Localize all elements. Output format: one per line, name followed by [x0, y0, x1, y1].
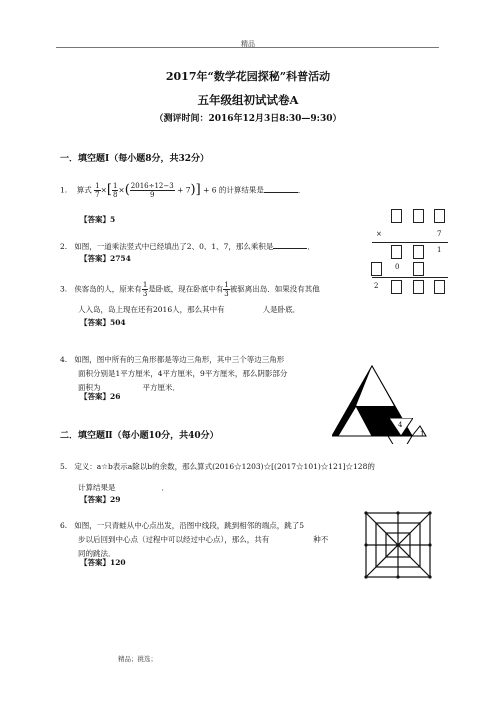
q4-answer: 【答案】26 [80, 392, 121, 401]
question-4: 4. 如图，图中所有的三角形都是等边三角形，其中三个等边三角形 [60, 355, 285, 364]
section2-heading: 二．填空题Ⅱ（每小题10分，共40分） [60, 431, 219, 441]
frog-grid-figure [364, 511, 432, 579]
q1-suffix: 的计算结果是 [218, 185, 264, 195]
page-footer: 精品；挑选； [118, 655, 157, 663]
q6-answer: 【答案】120 [80, 558, 126, 567]
question-6-line2: 步以后回到中心点（过程中可以经过中心点），那么，共有 种不 [78, 535, 329, 544]
header-divider [56, 47, 439, 48]
exam-time: （测评时间：2016年12月3日8:30—9:30） [154, 114, 342, 124]
section1-heading: 一．填空题Ⅰ（每小题8分，共32分） [60, 154, 209, 164]
small-triangle-four: 4 [389, 418, 413, 438]
question-4-line3: 面积为 平方厘米． [78, 383, 180, 392]
page-header-label: 精品 [241, 40, 255, 48]
q2-answer-blank [273, 239, 307, 249]
q1-plus6: + 6 [203, 185, 217, 195]
question-3-line2: 人入岛，岛上现在还有2016人，那么其中有 人是卧底． [78, 305, 301, 314]
question-2: 2. 如图，一道乘法竖式中已经填出了2、0、1、7，那么乘积是 ． [60, 239, 315, 254]
question-3: 3. 侠客岛的人，原来有 $\frac{1}{3}$ 是卧底，现在卧底中有 $\frac{1}{3}$ 被驱离出岛．如果没有其他 [60, 281, 320, 298]
question-5: 5. 定义：a☆b表示a除以b的余数，那么算式(2016☆1203)☆[(2017☆101)☆121]☆128的 [60, 462, 375, 471]
question-6-line3: 同的跳法． [78, 549, 116, 558]
q5-answer: 【答案】29 [80, 495, 121, 504]
question-1: 1. 算式 $\frac{1}{7}$ ×[ $\frac{1}{8}$ ×( $\frac{2016\div 12-3}{9}$ + 7)] + 6 的计算结果是 ． [60, 182, 306, 199]
q3-answer: 【答案】504 [80, 318, 126, 327]
question-5-line2: 计算结果是 ． [78, 483, 169, 492]
q1-plus7: + 7 [177, 185, 191, 195]
label-one: 1 [420, 430, 425, 438]
label-nine: 9 [335, 428, 340, 436]
exam-subtitle: 五年级组初试试卷A [197, 93, 299, 107]
exam-title: 2017年“数学花园探秘”科普活动 [165, 70, 331, 83]
triangle-figure [332, 364, 432, 444]
q1-number: 1. [60, 185, 68, 195]
multiplication-figure: × 7 1 0 2 [370, 205, 450, 315]
q1-prefix: 算式 [76, 185, 92, 195]
question-4-line2: 面积分别是1平方厘米，4平方厘米，9平方厘米，那么阴影部分 [78, 369, 288, 378]
q1-answer-blank [264, 183, 298, 193]
q1-fraction-3: $\frac{2016\div 12-3}{9}$ [130, 182, 174, 199]
question-6: 6. 如图，一只青蛙从中心点出发，沿图中线段，跳到相邻的端点，跳了5 [60, 521, 305, 530]
q1-answer: 【答案】5 [80, 215, 116, 224]
q2-answer: 【答案】2754 [80, 254, 131, 263]
q1-fraction-2: $\frac{1}{8}$ [112, 182, 118, 199]
q1-fraction-1: $\frac{1}{7}$ [95, 182, 100, 199]
